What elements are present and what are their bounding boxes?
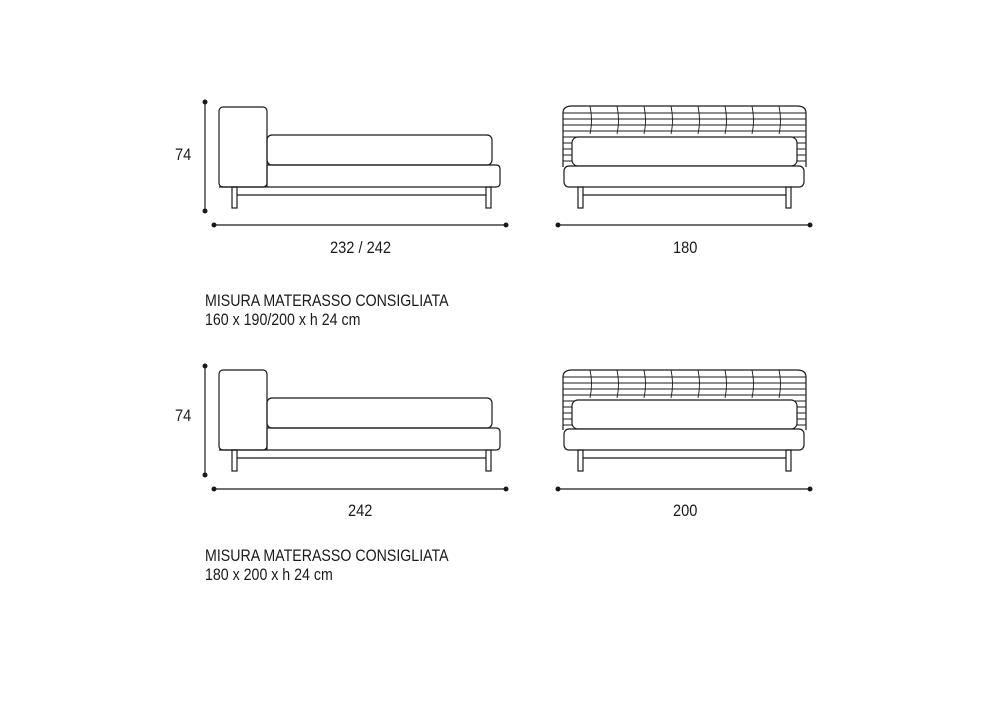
front-view-quilting-vertical: [590, 370, 781, 398]
side-view-leg-right: [486, 450, 491, 471]
section-1-front-view: [563, 106, 806, 208]
front-view-quilting-vertical: [590, 106, 781, 134]
section-2-mattress-size: 180 x 200 x h 24 cm: [205, 566, 333, 584]
front-view-base: [564, 166, 804, 187]
side-view-leg-left: [232, 450, 237, 471]
section-2-height-label: 74: [175, 406, 192, 425]
section-2-mattress-title: MISURA MATERASSO CONSIGLIATA: [205, 547, 449, 565]
section-1-height-dimension: [203, 100, 208, 214]
front-view-leg-left: [578, 187, 583, 208]
side-view-leg-left: [232, 187, 237, 208]
section-2-height-dimension: [203, 364, 208, 478]
section-1-side-width-label: 232 / 242: [330, 238, 391, 257]
front-view-base: [564, 429, 804, 450]
side-view-headboard: [219, 370, 267, 450]
section-2-front-width-label: 200: [673, 501, 698, 520]
section-2-front-view: [563, 370, 806, 471]
side-view-cushion: [267, 398, 492, 428]
section-2-side-width-dimension: [212, 487, 509, 492]
section-1-height-label: 74: [175, 145, 192, 164]
section-1-side-width-dimension: [212, 223, 509, 228]
side-view-leg-right: [486, 187, 491, 208]
section-1-mattress-size: 160 x 190/200 x h 24 cm: [205, 311, 361, 329]
section-1-side-view: [219, 107, 500, 208]
side-view-headboard: [219, 107, 267, 187]
section-1-front-width-dimension: [556, 223, 813, 228]
front-view-cushion: [572, 400, 797, 429]
section-2-side-width-label: 242: [348, 501, 373, 520]
side-view-base: [219, 165, 500, 187]
front-view-leg-left: [578, 450, 583, 471]
front-view-leg-right: [786, 450, 791, 471]
section-2-side-view: [219, 370, 500, 471]
front-view-leg-right: [786, 187, 791, 208]
front-view-cushion: [572, 137, 797, 166]
side-view-base: [219, 428, 500, 450]
side-view-cushion: [267, 135, 492, 165]
section-1-front-width-label: 180: [673, 238, 698, 257]
section-1-mattress-title: MISURA MATERASSO CONSIGLIATA: [205, 292, 449, 310]
section-2-front-width-dimension: [556, 487, 813, 492]
